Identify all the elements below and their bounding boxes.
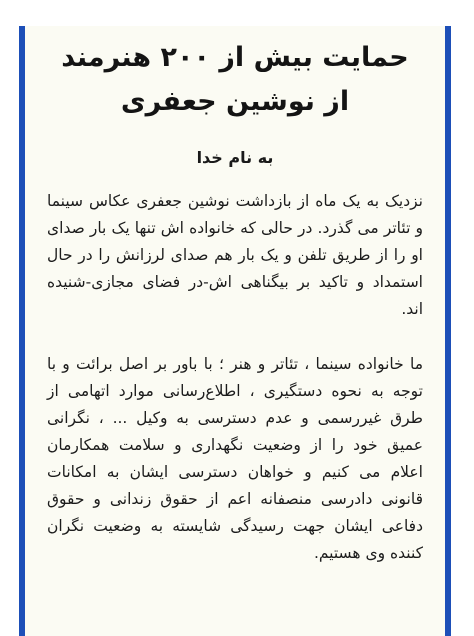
article-paragraph-1: نزدیک به یک ماه از بازداشت نوشین جعفری عکاس سینما و تئاتر می گذرد. در حالی که خانواده اش تنها یک بار صدای او را از طریق تلفن و یک بار هم صدای لرزانش را در حال استمداد و تاکید بر بیگناهی اش-در فضای مجازی-شنیده اند. xyxy=(47,192,423,318)
article-title: حمایت بیش از ۲۰۰ هنرمند از نوشین جعفری xyxy=(61,42,409,117)
right-accent-bar xyxy=(445,26,451,636)
article-paragraph-2: ما خانواده سینما ، تئاتر و هنر ؛ با باور بر اصل برائت و با توجه به نحوه دستگیری ، اطلاع‌رسانی موارد اتهامی از طرق غیررسمی و عدم دسترسی به وکیل ... ، نگرانی عمیق خود را از وضعیت نگهداری و سلامت همکارمان اعلام می کنیم و خواهان دسترسی ایشان به امکانات قانونی دادرسی منصفانه اعم از حقوق زندانی و حقوق دفاعی ایشان جهت رسیدگی شایسته به وضعیت نگران کننده وی هستیم. xyxy=(47,355,423,562)
opening-line: به نام خدا xyxy=(196,148,274,167)
article-body xyxy=(25,26,445,636)
